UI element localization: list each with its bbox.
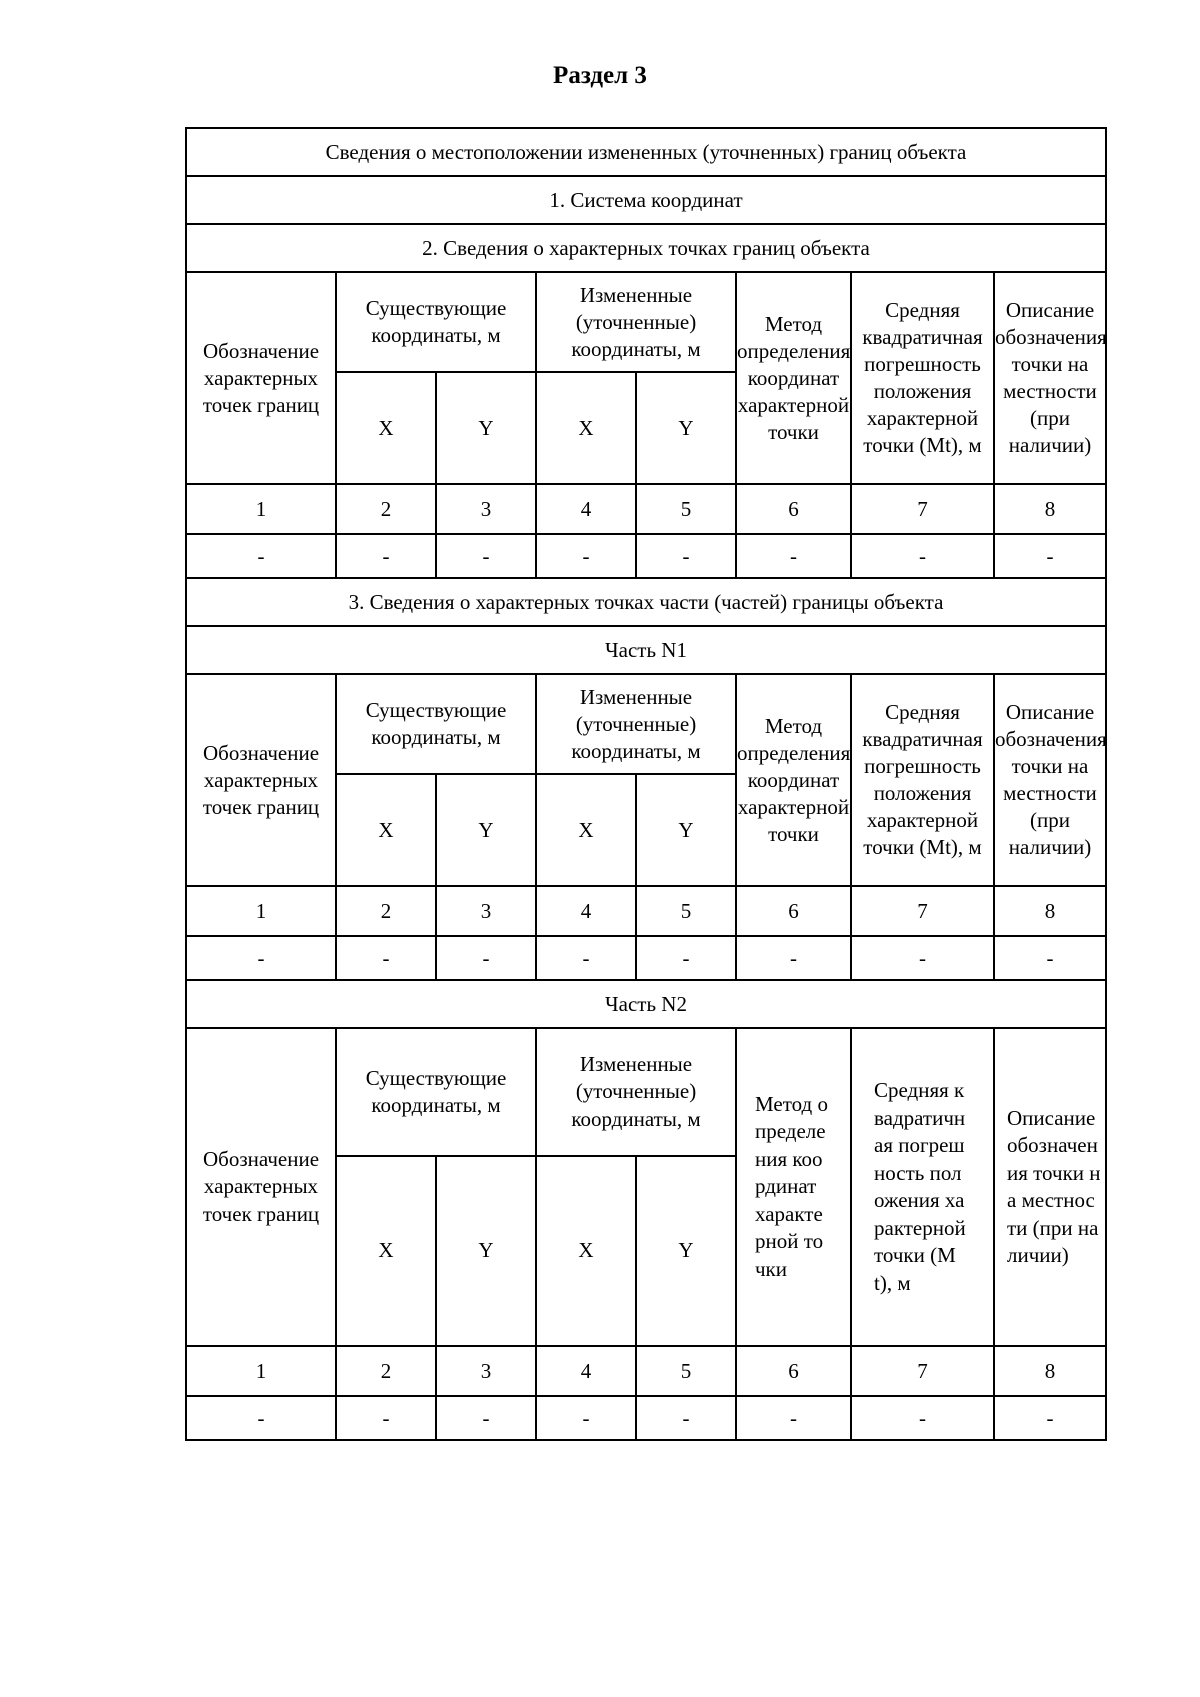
col-number: 1 — [186, 886, 336, 936]
col-existing-header: Существующие координаты, м — [336, 1028, 536, 1156]
col-number: 6 — [736, 484, 851, 534]
table-cell: - — [736, 1396, 851, 1440]
column-numbers-row — [186, 886, 1106, 936]
page-title: Раздел 3 — [553, 62, 647, 89]
col-designation-header: Обозначение характерных точек границ — [186, 674, 336, 886]
part2-label: Часть N2 — [186, 980, 1106, 1028]
col-changed-y: Y — [636, 774, 736, 886]
column-numbers-row — [186, 1346, 1106, 1396]
col-changed-header: Измененные (уточненные) координаты, м — [536, 1028, 736, 1156]
table-cell: - — [994, 1396, 1106, 1440]
col-designation-header: Обозначение характерных точек границ — [186, 1028, 336, 1346]
col-number: 4 — [536, 886, 636, 936]
table-cell: - — [186, 936, 336, 980]
table-cell: - — [536, 1396, 636, 1440]
table-cell: - — [636, 534, 736, 578]
col-changed-y: Y — [636, 1156, 736, 1346]
table-cell: - — [436, 534, 536, 578]
col-error-header: Средняя квадратичная погрешность положения характерной точки (Mt), м — [851, 272, 994, 484]
col-existing-header: Существующие координаты, м — [336, 272, 536, 372]
table-cell: - — [336, 534, 436, 578]
col-number: 7 — [851, 1346, 994, 1396]
coord-system-row: 1. Система координат — [186, 176, 1106, 224]
col-method-header: Метод определения координат характерной точки — [736, 1028, 851, 1346]
col-number: 7 — [851, 484, 994, 534]
col-number: 8 — [994, 1346, 1106, 1396]
table-cell: - — [994, 936, 1106, 980]
table-cell: - — [636, 1396, 736, 1440]
col-method-header: Метод определения координат характерной точки — [736, 272, 851, 484]
col-existing-x: X — [336, 372, 436, 484]
col-existing-x: X — [336, 1156, 436, 1346]
main-heading: Сведения о местоположении измененных (уточненных) границ объекта — [186, 128, 1106, 176]
col-number: 4 — [536, 1346, 636, 1396]
col-changed-x: X — [536, 774, 636, 886]
col-changed-y: Y — [636, 372, 736, 484]
col-changed-header: Измененные (уточненные) координаты, м — [536, 674, 736, 774]
col-changed-header: Измененные (уточненные) координаты, м — [536, 272, 736, 372]
col-number: 5 — [636, 1346, 736, 1396]
table-cell: - — [436, 936, 536, 980]
col-number: 8 — [994, 886, 1106, 936]
col-existing-y: Y — [436, 1156, 536, 1346]
table-row — [186, 936, 1106, 980]
table-cell: - — [336, 1396, 436, 1440]
table-cell: - — [636, 936, 736, 980]
col-number: 2 — [336, 886, 436, 936]
col-number: 3 — [436, 1346, 536, 1396]
col-existing-header: Существующие координаты, м — [336, 674, 536, 774]
col-existing-y: Y — [436, 372, 536, 484]
table-cell: - — [186, 534, 336, 578]
col-number: 1 — [186, 1346, 336, 1396]
table-cell: - — [336, 936, 436, 980]
col-description-header: Описание обозначения точки на местности (при наличии) — [994, 674, 1106, 886]
col-number: 5 — [636, 484, 736, 534]
col-changed-x: X — [536, 372, 636, 484]
col-existing-x: X — [336, 774, 436, 886]
col-number: 2 — [336, 1346, 436, 1396]
col-number: 6 — [736, 1346, 851, 1396]
col-designation-header: Обозначение характерных точек границ — [186, 272, 336, 484]
table-cell: - — [536, 936, 636, 980]
table-cell: - — [851, 936, 994, 980]
table-cell: - — [851, 1396, 994, 1440]
col-number: 7 — [851, 886, 994, 936]
table-cell: - — [736, 534, 851, 578]
table-cell: - — [186, 1396, 336, 1440]
col-number: 4 — [536, 484, 636, 534]
col-number: 2 — [336, 484, 436, 534]
table-row — [186, 534, 1106, 578]
col-existing-y: Y — [436, 774, 536, 886]
table-cell: - — [536, 534, 636, 578]
col-method-header: Метод определения координат характерной точки — [736, 674, 851, 886]
col-changed-x: X — [536, 1156, 636, 1346]
col-error-header: Средняя квадратичная погрешность положения характерной точки (Mt), м — [851, 1028, 994, 1346]
table-cell: - — [851, 534, 994, 578]
col-error-header: Средняя квадратичная погрешность положения характерной точки (Mt), м — [851, 674, 994, 886]
col-number: 1 — [186, 484, 336, 534]
col-number: 3 — [436, 886, 536, 936]
boundary-table — [185, 127, 1107, 1441]
table-cell: - — [994, 534, 1106, 578]
col-number: 3 — [436, 484, 536, 534]
column-numbers-row — [186, 484, 1106, 534]
table-cell: - — [736, 936, 851, 980]
parts-heading: 3. Сведения о характерных точках части (частей) границы объекта — [186, 578, 1106, 626]
points-heading: 2. Сведения о характерных точках границ объекта — [186, 224, 1106, 272]
table-cell: - — [436, 1396, 536, 1440]
col-number: 8 — [994, 484, 1106, 534]
col-description-header: Описание обозначения точки на местности (при наличии) — [994, 1028, 1106, 1346]
col-number: 6 — [736, 886, 851, 936]
col-number: 5 — [636, 886, 736, 936]
part1-label: Часть N1 — [186, 626, 1106, 674]
col-description-header: Описание обозначения точки на местности (при наличии) — [994, 272, 1106, 484]
table-row — [186, 1396, 1106, 1440]
